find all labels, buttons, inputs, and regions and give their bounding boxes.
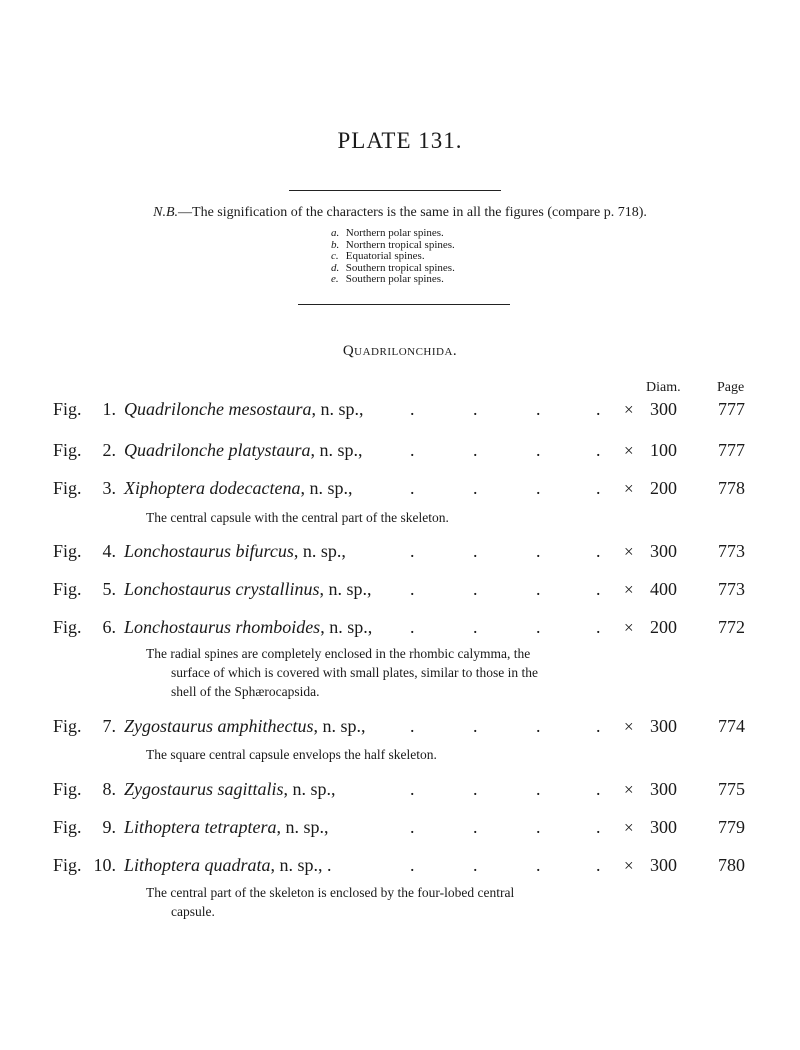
fig-number: 3. (102, 478, 116, 498)
diameter-value: 300 (650, 541, 677, 561)
legend-item: e. Southern polar spines. (331, 273, 444, 285)
fig-number: 10. (93, 855, 116, 875)
figure-row-10 (0, 855, 800, 881)
plate-title: PLATE 131. (337, 128, 463, 153)
species-name: Lonchostaurus crystallinus, n. sp., (124, 579, 372, 599)
figure-row-1 (0, 399, 800, 425)
leader-dots: . . . . (410, 817, 601, 837)
fig-label: Fig. (53, 579, 82, 599)
magnification-sign: × (624, 717, 634, 736)
diameter-value: 200 (650, 478, 677, 498)
page-value: 774 (718, 716, 745, 736)
page-value: 778 (718, 478, 745, 498)
figure-description: The square central capsule envelops the half skeleton. (146, 747, 437, 762)
fig-number: 2. (102, 440, 116, 460)
fig-number: 5. (102, 579, 116, 599)
leader-dots: . . . . (410, 579, 601, 599)
figure-row-7 (0, 716, 800, 742)
spine-legend (331, 228, 455, 286)
page-value: 780 (718, 855, 745, 875)
diameter-value: 100 (650, 440, 677, 460)
species-name: Lithoptera quadrata, n. sp., . (124, 855, 332, 875)
fig-number: 8. (102, 779, 116, 799)
species-name: Zygostaurus sagittalis, n. sp., (124, 779, 336, 799)
figure-row-6 (0, 617, 800, 643)
legend-item: b. Northern tropical spines. (331, 238, 455, 251)
bottom-divider (298, 304, 510, 305)
top-divider (289, 190, 501, 191)
leader-dots: . . . . (410, 478, 601, 498)
page-value: 772 (718, 617, 745, 637)
magnification-sign: × (624, 780, 634, 799)
note-text: —The signification of the characters is the same in all the figures (compare p. 718). (178, 205, 647, 220)
legend-item: c. Equatorial spines. (331, 250, 425, 262)
magnification-sign: × (624, 441, 634, 460)
fig-label: Fig. (53, 716, 82, 736)
fig-label: Fig. (53, 478, 82, 498)
page-value: 773 (718, 579, 745, 599)
diam-column-header: Diam. (646, 380, 681, 395)
diameter-value: 300 (650, 716, 677, 736)
figure-row-2 (0, 440, 800, 466)
fig-number: 9. (102, 817, 116, 837)
species-name: Quadrilonche platystaura, n. sp., (124, 440, 363, 460)
legend-item: d. Southern tropical spines. (331, 261, 455, 274)
figure-row-5 (0, 579, 800, 605)
diameter-value: 300 (650, 855, 677, 875)
magnification-sign: × (624, 856, 634, 875)
page-value: 777 (718, 399, 745, 419)
magnification-sign: × (624, 580, 634, 599)
species-name: Lonchostaurus bifurcus, n. sp., (124, 541, 346, 561)
page-value: 779 (718, 817, 745, 837)
fig-label: Fig. (53, 817, 82, 837)
section-title: Quadrilonchida. (342, 343, 458, 359)
legend-item: a. Northern polar spines. (331, 227, 444, 239)
figure-description: The central capsule with the central part of the skeleton. (146, 510, 449, 525)
fig-number: 1. (102, 399, 116, 419)
fig-label: Fig. (53, 617, 82, 637)
leader-dots: . . . . (410, 779, 601, 799)
species-name: Xiphoptera dodecactena, n. sp., (124, 478, 353, 498)
magnification-sign: × (624, 618, 634, 637)
leader-dots: . . . . (410, 716, 601, 736)
fig-number: 6. (102, 617, 116, 637)
diameter-value: 400 (650, 579, 677, 599)
magnification-sign: × (624, 400, 634, 419)
figure-description: The central part of the skeleton is enclosed by the four-lobed central capsule. (146, 885, 515, 919)
page-value: 775 (718, 779, 745, 799)
diameter-value: 200 (650, 617, 677, 637)
nb-label: N.B. (153, 205, 179, 220)
magnification-sign: × (624, 479, 634, 498)
figure-description: The radial spines are completely enclosed in the rhombic calymma, the surface of which is covered with small plates, similar to those in the shell of the Sphærocapsida. (146, 646, 539, 699)
diameter-value: 300 (650, 779, 677, 799)
leader-dots: . . . . (410, 440, 601, 460)
magnification-sign: × (624, 818, 634, 837)
fig-label: Fig. (53, 541, 82, 561)
fig-label: Fig. (53, 855, 82, 875)
species-name: Zygostaurus amphithectus, n. sp., (124, 716, 366, 736)
leader-dots: . . . . (410, 541, 601, 561)
figure-row-8 (0, 779, 800, 805)
fig-label: Fig. (53, 440, 82, 460)
species-name: Quadrilonche mesostaura, n. sp., (124, 399, 364, 419)
figure-row-3 (0, 478, 800, 504)
species-name: Lonchostaurus rhomboides, n. sp., (124, 617, 373, 637)
diameter-value: 300 (650, 817, 677, 837)
fig-label: Fig. (53, 779, 82, 799)
magnification-sign: × (624, 542, 634, 561)
leader-dots: . . . . (410, 855, 601, 875)
page-column-header: Page (717, 380, 745, 395)
leader-dots: . . . . (410, 399, 601, 419)
signification-note (0, 205, 800, 221)
fig-label: Fig. (53, 399, 82, 419)
leader-dots: . . . . (410, 617, 601, 637)
page-value: 777 (718, 440, 745, 460)
fig-number: 4. (102, 541, 116, 561)
figure-row-9 (0, 817, 800, 843)
figure-row-4 (0, 541, 800, 567)
species-name: Lithoptera tetraptera, n. sp., (124, 817, 329, 837)
diameter-value: 300 (650, 399, 677, 419)
page-value: 773 (718, 541, 745, 561)
fig-number: 7. (102, 716, 116, 736)
